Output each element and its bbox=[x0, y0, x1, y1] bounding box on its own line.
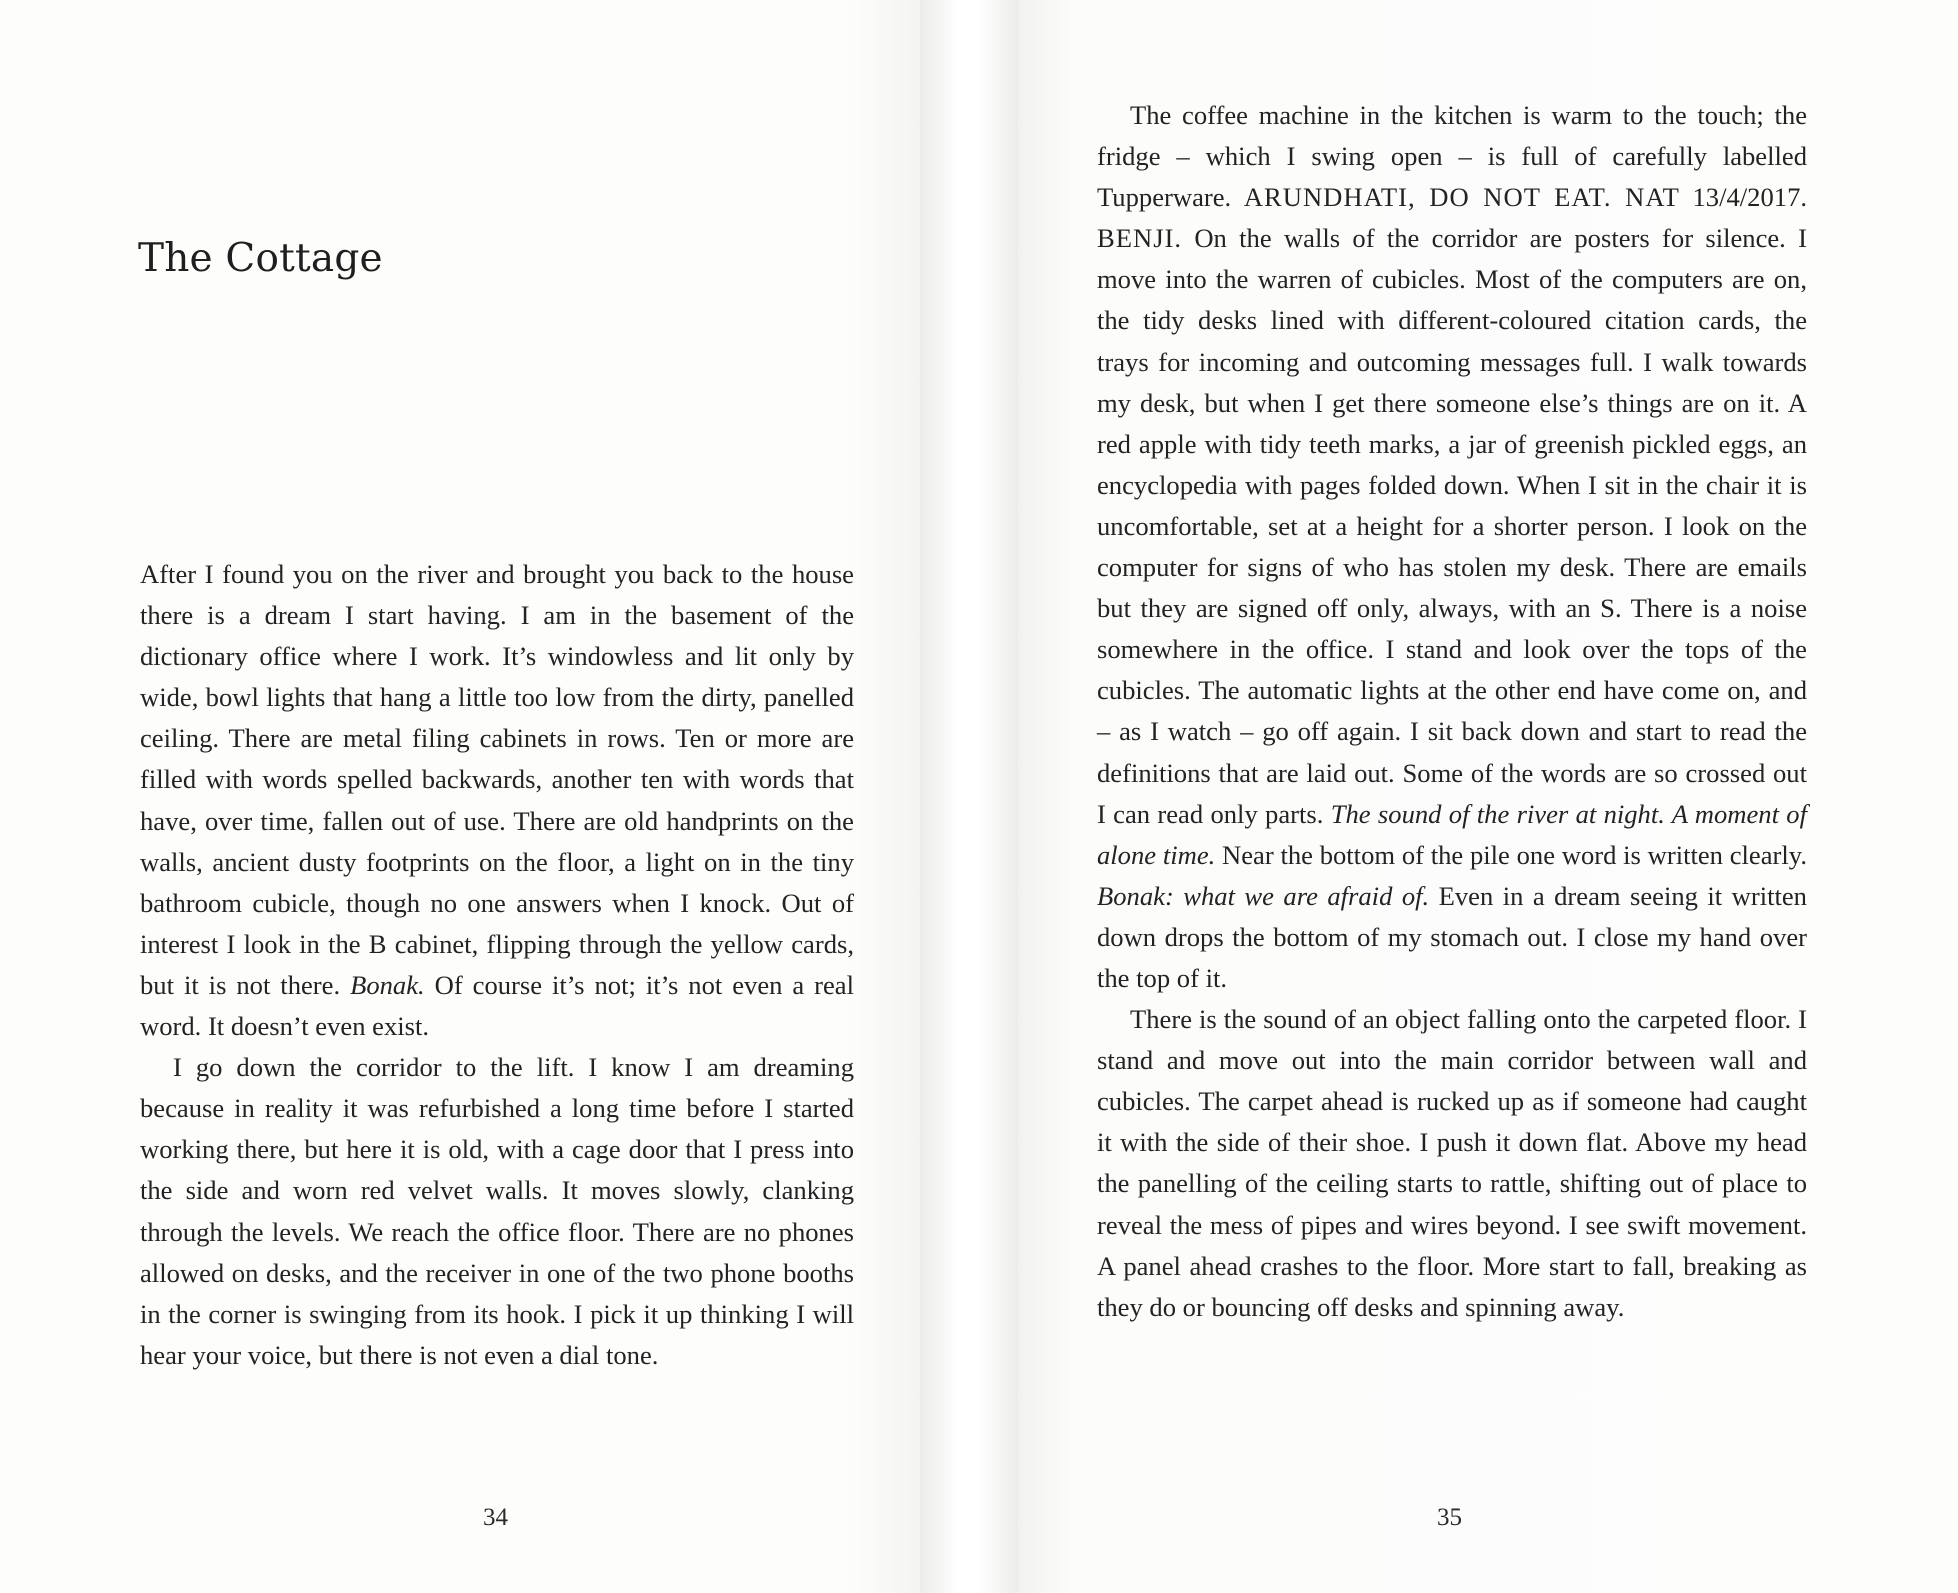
book-gutter bbox=[920, 0, 1018, 1593]
label-text: BENJI. bbox=[1097, 223, 1183, 254]
page-number-left: 34 bbox=[483, 1504, 508, 1531]
text-run: Even in a dream seeing it written down drops the bottom of my stomach out. I close my hand over the top of it. bbox=[1097, 880, 1807, 993]
italic-word: Bonak. bbox=[350, 969, 425, 1000]
text-run: Near the bottom of the pile one word is written clearly. bbox=[1215, 839, 1807, 870]
text-run: Of course it’s not; it’s not even a real word. It doesn’t even exist. bbox=[140, 969, 854, 1042]
paragraph bbox=[1097, 95, 1807, 999]
italic-phrase: Bonak: what we are afraid of. bbox=[1097, 880, 1430, 911]
italic-phrase: The sound of the river at night. A moment of alone time. bbox=[1097, 798, 1807, 870]
text-run: After I found you on the river and brought you back to the house there is a dream I start having. I am in the basement of the dictionary office where I work. It’s windowless and lit only by wide, bowl lights that hang a little too low from the dirty, panelled ceiling. There are metal filing cabinets in rows. Ten or more are filled with words spelled backwards, another ten with words that have, over time, fallen out of use. There are old handprints on the walls, ancient dusty footprints on the floor, a light on in the tiny bathroom cubicle, though no one answers when I knock. Out of interest I look in the B cabinet, flipping through the yellow cards, but it is not there. bbox=[140, 559, 854, 1000]
label-text: ARUNDHATI, DO NOT EAT. NAT bbox=[1243, 182, 1680, 213]
text-run: On the walls of the corridor are posters for silence. I move into the warren of cubicles. Most of the computers are on, the tidy desks lined with different-coloured citation cards, the trays for incoming and outcoming messages full. I walk towards my desk, but when I get there someone else’s things are on it. A red apple with tidy teeth marks, a jar of greenish pickled eggs, an encyclopedia with pages folded down. When I sit in the chair it is uncomfortable, set at a height for a shorter person. I look on the computer for signs of who has stolen my desk. There are emails but they are signed off only, always, with an S. There is a noise somewhere in the office. I stand and look over the tops of the cubicles. The automatic lights at the other end have come on, and – as I watch – go off again. I sit back down and start to read the definitions that are laid out. Some of the words are so crossed out I can read only parts. bbox=[1097, 223, 1807, 829]
right-page-body bbox=[1097, 95, 1807, 1328]
text-run: The coffee machine in the kitchen is warm to the touch; the fridge – which I swing open – is full of carefully labelled Tupperware. bbox=[1097, 100, 1807, 213]
paragraph: I go down the corridor to the lift. I know I am dreaming because in reality it was refurbished a long time before I started working there, but here it is old, with a cage door that I press into the side and worn red velvet walls. It moves slowly, clanking through the levels. We reach the office floor. There are no phones allowed on desks, and the receiver in one of the two phone booths in the corner is swinging from its hook. I pick it up thinking I will hear your voice, but there is not even a dial tone. bbox=[140, 1052, 854, 1370]
paragraph: There is the sound of an object falling onto the carpeted floor. I stand and move out into the main corridor between wall and cubicles. The carpet ahead is rucked up as if someone had caught it with the side of their shoe. I push it down flat. Above my head the panelling of the ceiling starts to rattle, shifting out of place to reveal the mess of pipes and wires beyond. I see swift movement. A panel ahead crashes to the floor. More start to fall, breaking as they do or bouncing off desks and spinning away. bbox=[1097, 1004, 1807, 1322]
text-run: 13/4/2017. bbox=[1679, 182, 1808, 213]
left-page bbox=[0, 0, 920, 1593]
paragraph bbox=[140, 554, 854, 1047]
page-number-right: 35 bbox=[1437, 1504, 1462, 1531]
left-page-body bbox=[140, 554, 854, 1376]
chapter-title: The Cottage bbox=[138, 236, 383, 281]
